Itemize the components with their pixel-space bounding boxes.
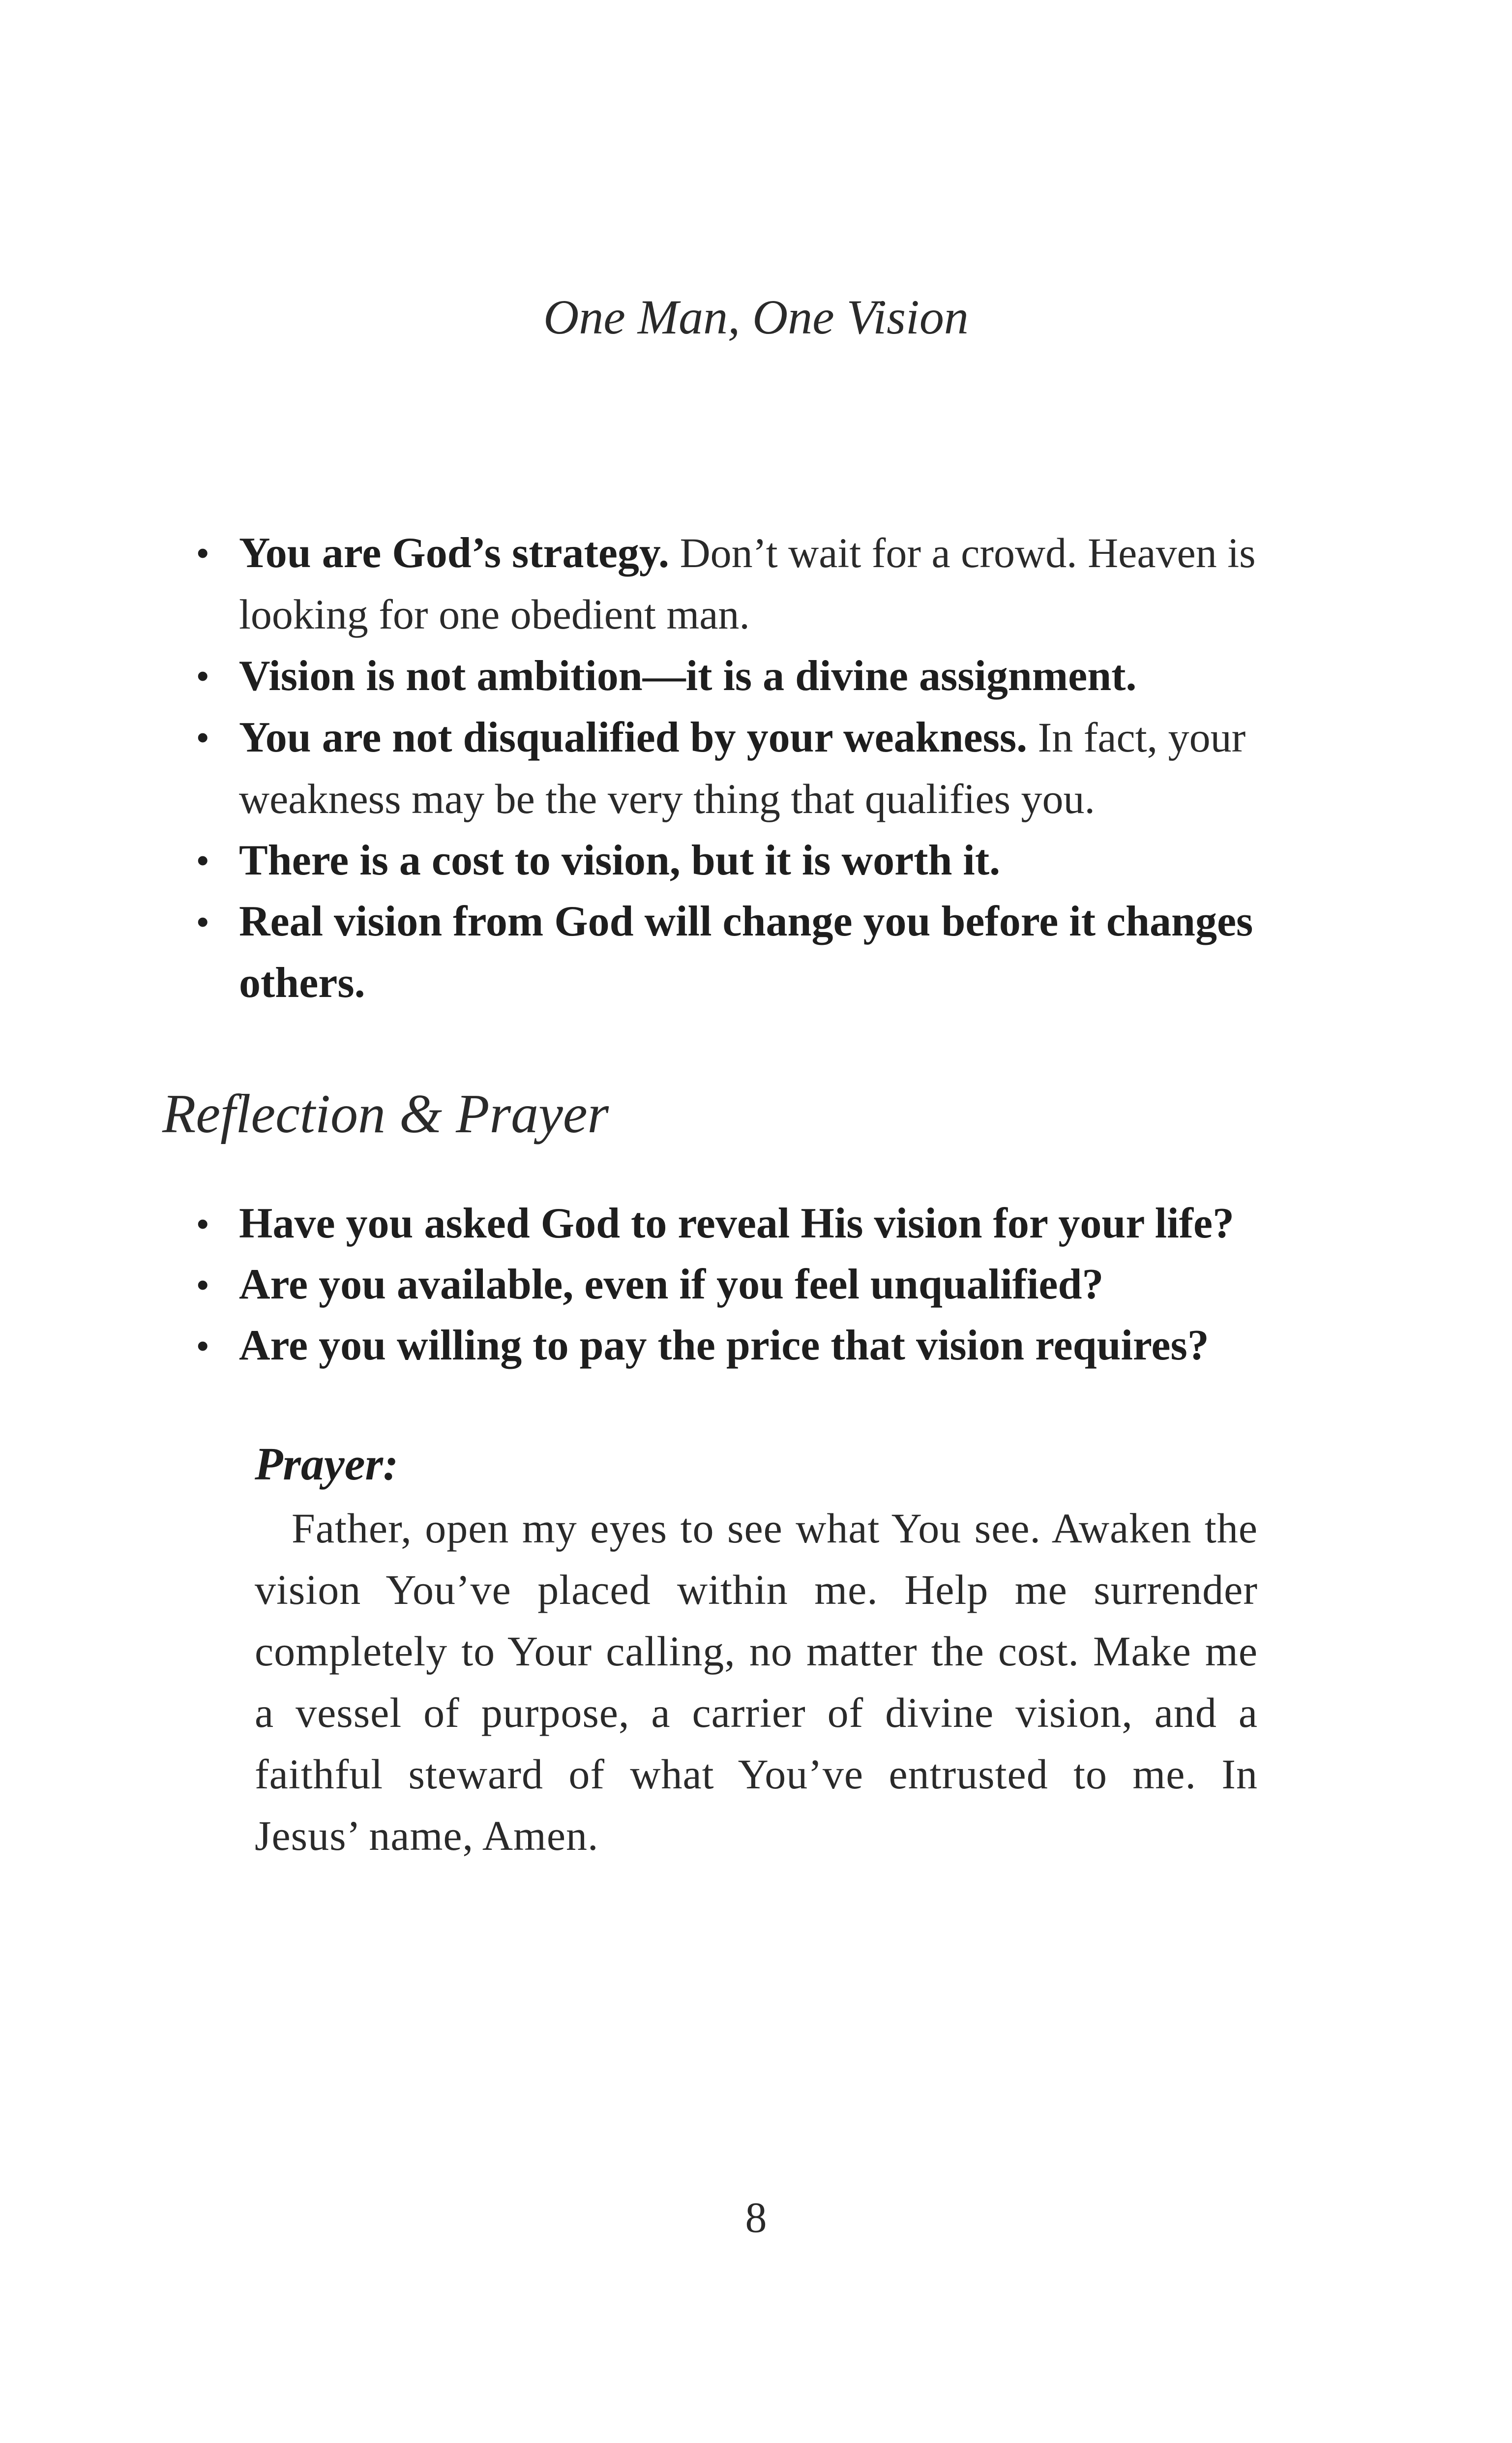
- running-head: One Man, One Vision: [543, 290, 969, 344]
- list-item: [0, 707, 1345, 830]
- takeaway-text: In fact, your weakness may be the very thing that qualifies you.: [239, 714, 1246, 822]
- bullet-icon: •: [197, 1205, 209, 1243]
- list-item: [0, 1315, 1345, 1376]
- bullet-icon: •: [197, 1266, 209, 1304]
- questions-list: [0, 1193, 1345, 1376]
- bullet-icon: •: [197, 1327, 209, 1365]
- list-item: [0, 830, 1345, 891]
- prayer-label: Prayer:: [255, 1439, 399, 1490]
- bullet-icon: •: [197, 903, 209, 941]
- list-item: [0, 1193, 1345, 1254]
- takeaway-lead: Real vision from God will change you before it changes others.: [239, 898, 1253, 1007]
- takeaway-text: Don’t wait for a crowd. Heaven is looking for one obedient man.: [239, 529, 1256, 638]
- takeaway-lead: You are not disqualified by your weakness.: [239, 714, 1028, 761]
- reflection-heading: Reflection & Prayer: [162, 1084, 609, 1145]
- list-item: [0, 1254, 1345, 1315]
- bullet-icon: •: [197, 657, 209, 695]
- list-item: [0, 522, 1345, 645]
- page-number: 8: [745, 2194, 767, 2242]
- bullet-icon: •: [197, 534, 209, 572]
- question-text: Are you available, even if you feel unqualified?: [239, 1261, 1104, 1308]
- takeaway-lead: You are God’s strategy.: [239, 529, 670, 577]
- bullet-icon: •: [197, 841, 209, 879]
- question-text: Are you willing to pay the price that vision requires?: [239, 1322, 1209, 1369]
- list-item: [0, 891, 1345, 1014]
- list-item: [0, 645, 1345, 707]
- bullet-icon: •: [197, 718, 209, 756]
- takeaways-list: [0, 522, 1345, 1014]
- question-text: Have you asked God to reveal His vision for your life?: [239, 1200, 1235, 1247]
- takeaway-lead: Vision is not ambition—it is a divine assignment.: [239, 652, 1137, 700]
- prayer-text: Father, open my eyes to see what You see. Awaken the vision You’ve placed within me. Help me surrender completely to Your calling, no matter the cost. Make me a vessel of purpose, a carrier of divine vision, and a faithful steward of what You’ve entrusted to me. In Jesus’ name, Amen.: [255, 1505, 1258, 1859]
- takeaway-lead: There is a cost to vision, but it is worth it.: [239, 837, 1001, 884]
